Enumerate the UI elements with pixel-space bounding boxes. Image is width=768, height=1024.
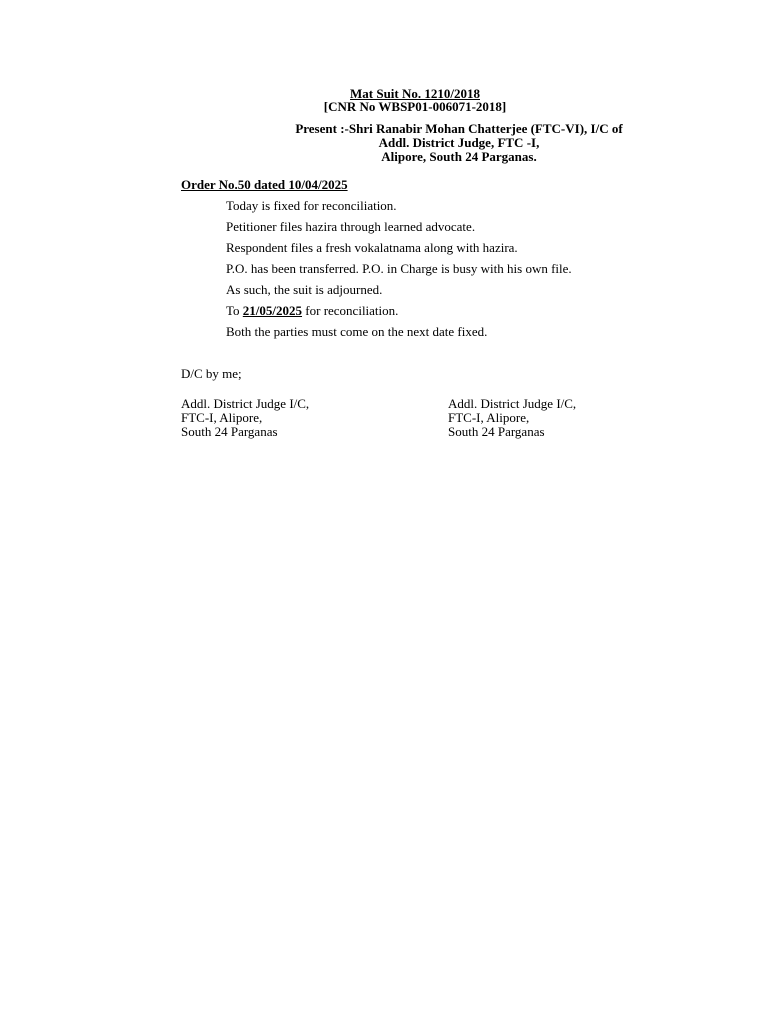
order-line: Petitioner files hazira through learned advocate. — [226, 219, 476, 234]
signature-line: Addl. District Judge I/C, — [448, 396, 577, 411]
order-line: Respondent files a fresh vokalatnama along with hazira. — [226, 240, 518, 255]
left-signature-block — [181, 397, 421, 439]
order-final-line: Both the parties must come on the next date fixed. — [226, 324, 488, 339]
present-line-3: Alipore, South 24 Parganas. — [381, 149, 537, 164]
dc-line: D/C by me; — [181, 366, 242, 381]
order-line: P.O. has been transferred. P.O. in Charge is busy with his own file. — [226, 261, 572, 276]
signature-line: FTC-I, Alipore, — [181, 410, 263, 425]
right-signature-block — [448, 397, 688, 439]
order-heading: Order No.50 dated 10/04/2025 — [181, 177, 348, 192]
signature-line: South 24 Parganas — [448, 424, 545, 439]
next-date-prefix: To — [226, 303, 243, 318]
signature-line: South 24 Parganas — [181, 424, 278, 439]
order-line: Today is fixed for reconciliation. — [226, 198, 397, 213]
order-line: As such, the suit is adjourned. — [226, 282, 383, 297]
present-line-2: Addl. District Judge, FTC -I, — [378, 135, 540, 150]
next-date: 21/05/2025 — [242, 303, 303, 318]
suit-number: Mat Suit No. 1210/2018 — [350, 86, 480, 101]
present-line-1: Present :-Shri Ranabir Mohan Chatterjee (FTC-VI), I/C of — [295, 121, 623, 136]
cnr-number: [CNR No WBSP01-006071-2018] — [323, 99, 507, 114]
signature-line: Addl. District Judge I/C, — [181, 396, 310, 411]
signature-line: FTC-I, Alipore, — [448, 410, 530, 425]
next-date-line — [226, 304, 398, 318]
next-date-suffix: for reconciliation. — [302, 303, 399, 318]
